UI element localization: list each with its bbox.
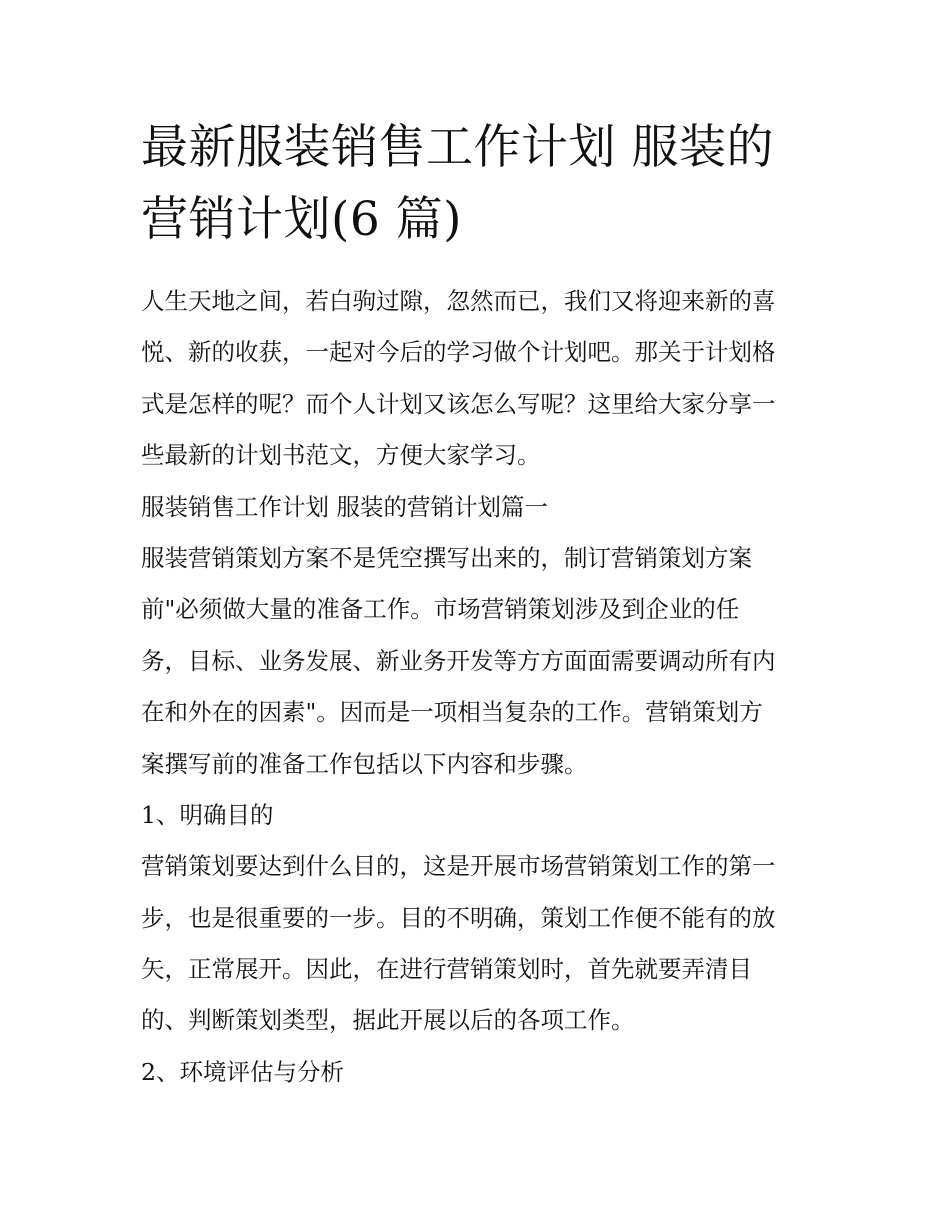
- paragraph-line: 营销策划要达到什么目的，这是开展市场营销策划工作的第一: [141, 852, 776, 881]
- paragraph-line: 前"必须做大量的准备工作。市场营销策划涉及到企业的任: [141, 595, 740, 624]
- paragraph-line: 矢，正常展开。因此，在进行营销策划时，首先就要弄清目: [141, 955, 752, 984]
- paragraph-line: 务，目标、业务发展、新业务开发等方方面面需要调动所有内: [141, 646, 776, 675]
- section-heading: 服装销售工作计划 服装的营销计划篇一: [141, 492, 548, 521]
- paragraph-line: 服装营销策划方案不是凭空撰写出来的，制订营销策划方案: [141, 543, 752, 572]
- paragraph-line: 的、判断策划类型，据此开展以后的各项工作。: [141, 1006, 635, 1035]
- document-body: [141, 276, 831, 1098]
- intro-paragraph-line: 式是怎样的呢？而个人计划又该怎么写呢？这里给大家分享一: [141, 389, 776, 418]
- paragraph-line: 案撰写前的准备工作包括以下内容和步骤。: [141, 749, 588, 778]
- intro-paragraph-line: 些最新的计划书范文，方便大家学习。: [141, 441, 541, 470]
- title-line: 最新服装销售工作计划 服装的: [141, 120, 774, 175]
- numbered-heading: 1、明确目的: [141, 800, 274, 829]
- title-line: 营销计划(6 篇): [141, 192, 463, 247]
- document-title: [141, 112, 841, 256]
- paragraph-line: 在和外在的因素"。因而是一项相当复杂的工作。营销策划方: [141, 698, 763, 727]
- intro-paragraph-line: 人生天地之间，若白驹过隙，忽然而已，我们又将迎来新的喜: [141, 287, 776, 315]
- intro-paragraph-line: 悦、新的收获，一起对今后的学习做个计划吧。那关于计划格: [141, 338, 776, 367]
- numbered-heading: 2、环境评估与分析: [141, 1057, 344, 1086]
- paragraph-line: 步，也是很重要的一步。目的不明确，策划工作便不能有的放: [141, 903, 776, 932]
